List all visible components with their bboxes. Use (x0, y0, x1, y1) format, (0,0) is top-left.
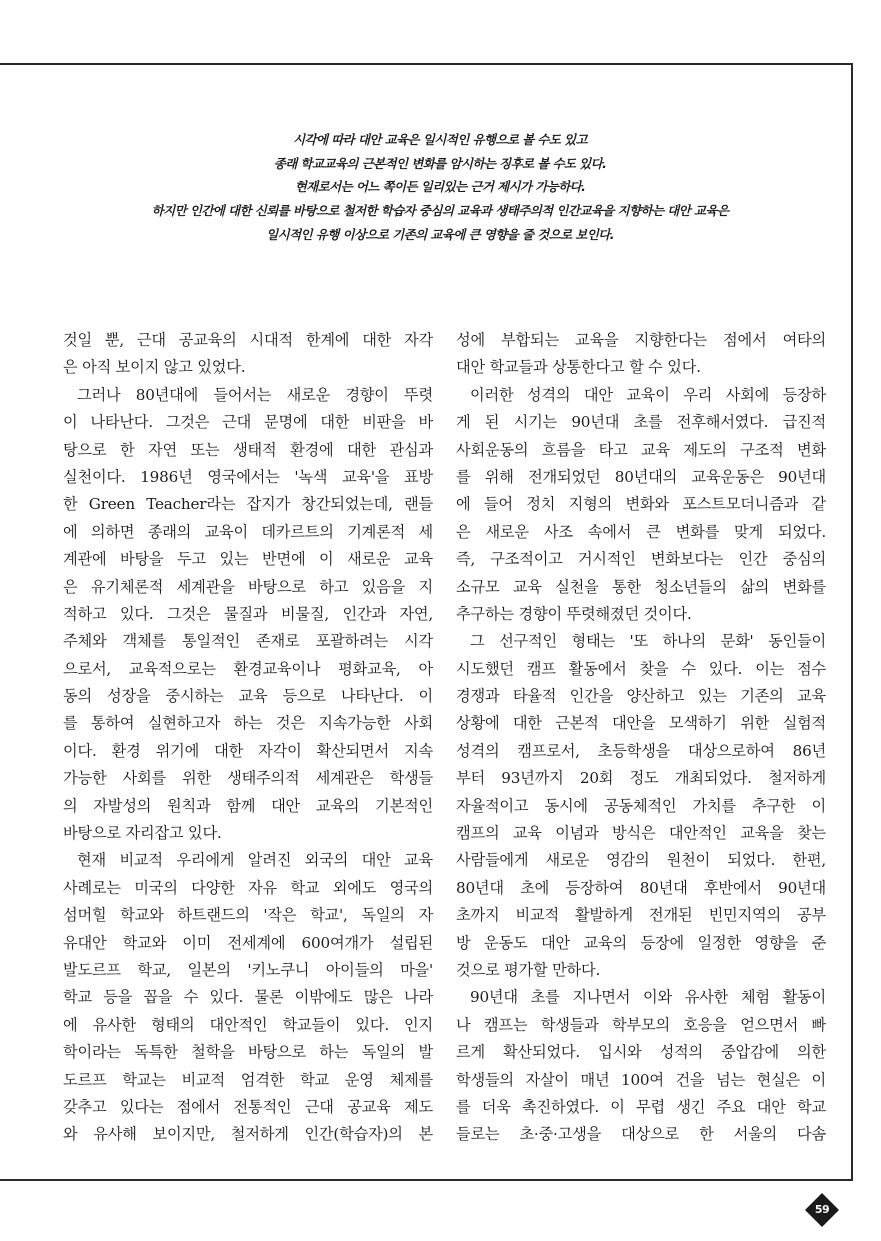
body-text-line: 즉, 구조적이고 거시적인 변화보다는 인간 중심의 (456, 550, 826, 569)
body-text-line: 부터 93년까지 20회 정도 개최되었다. 철저하게 (456, 769, 826, 788)
body-text-line: 사례로는 미국의 다양한 자유 학교 외에도 영국의 (63, 878, 433, 897)
body-text-line: 성격의 캠프로서, 초등학생을 대상으로하여 86년 (456, 741, 826, 760)
bottom-rule (0, 1179, 853, 1181)
body-text-line: 90년대 초를 지나면서 이와 유사한 체험 활동이 (470, 988, 826, 1007)
body-text-line: 자율적이고 동시에 공동체적인 가치를 추구한 이 (456, 796, 826, 815)
body-text-line: 으로서, 교육적으로는 환경교육이나 평화교육, 아 (63, 659, 433, 678)
body-text-line: 탕으로 한 자연 또는 생태적 환경에 대한 관심과 (63, 440, 433, 459)
body-text-line: 적하고 있다. 그것은 물질과 비물질, 인간과 자연, (63, 604, 433, 623)
body-text-line: 성에 부합되는 교육을 지향한다는 점에서 여타의 (456, 331, 826, 349)
body-text-line: 것으로 평가할 만하다. (456, 960, 601, 979)
body-text-line: 사회운동의 흐름을 타고 교육 제도의 구조적 변화 (456, 440, 826, 459)
body-text-line: 사람들에게 새로운 영감의 원천이 되었다. 한편, (456, 851, 826, 870)
body-text-line: 소규모 교육 실천을 통한 청소년들의 삶의 변화를 (456, 577, 826, 596)
body-text-line: 유대안 학교와 이미 전세계에 600여개가 설립된 (63, 933, 433, 952)
body-text-line: 것일 뿐, 근대 공교육의 시대적 한계에 대한 자각 (63, 331, 433, 349)
top-rule (0, 63, 852, 65)
body-text-line: 학이라는 독특한 철학을 바탕으로 하는 독일의 발 (63, 1043, 433, 1062)
body-text-line: 시도했던 캠프 활동에서 찾을 수 있다. 이는 점수 (456, 659, 826, 678)
body-text-line: 방 운동도 대안 교육의 등장에 일정한 영향을 준 (456, 933, 826, 952)
body-text-line: 나 캠프는 학생들과 학부모의 호응을 얻으면서 빠 (456, 1015, 826, 1034)
body-text-line: 그러나 80년대에 들어서는 새로운 경향이 뚜렷 (77, 385, 433, 404)
pull-quote-line: 하지만 인간에 대한 신뢰를 바탕으로 철저한 학습자 중심의 교육과 생태주의적 인간교육을 지향하는 대안 교육은 (151, 203, 729, 219)
body-text-line: 현재 비교적 우리에게 알려진 외국의 대안 교육 (77, 851, 433, 870)
body-text-line: 은 새로운 사조 속에서 큰 변화를 맞게 되었다. (456, 522, 826, 541)
pull-quote (60, 128, 820, 247)
body-text-line: 이러한 성격의 대안 교육이 우리 사회에 등장하 (470, 385, 826, 404)
body-text-line: 주체와 객체를 통일적인 존재로 포괄하려는 시각 (63, 632, 433, 651)
left-text-column (63, 327, 433, 1149)
page-number: 59 (814, 1203, 830, 1216)
body-text-line: 그 선구적인 형태는 '또 하나의 문화' 동인들이 (470, 632, 826, 651)
body-text-line: 한 Green Teacher라는 잡지가 창간되었는데, 랜들 (63, 495, 433, 514)
pull-quote-line: 시각에 따라 대안 교육은 일시적인 유행으로 볼 수도 있고 (293, 132, 587, 147)
body-text-line: 에 유사한 형태의 대안적인 학교들이 있다. 인지 (63, 1015, 433, 1034)
pull-quote-line: 일시적인 유행 이상으로 기존의 교육에 큰 영향을 줄 것으로 보인다. (266, 226, 614, 242)
body-text-line: 상황에 대한 근본적 대안을 모색하기 위한 실험적 (456, 714, 826, 733)
body-text-line: 를 위해 전개되었던 80년대의 교육운동은 90년대 (456, 467, 826, 486)
body-text-line: 게 된 시기는 90년대 초를 전후해서였다. 급진적 (456, 413, 826, 432)
body-text-line: 발도르프 학교, 일본의 '키노쿠니 아이들의 마을' (63, 960, 433, 979)
body-text-line: 의 자발성의 원칙과 함께 대안 교육의 기본적인 (63, 796, 433, 815)
body-text-line: 경쟁과 타율적 인간을 양산하고 있는 기존의 교육 (456, 687, 826, 706)
body-text-line: 학생들의 자살이 매년 100여 건을 넘는 현실은 이 (456, 1070, 826, 1089)
body-text-line: 섬머힐 학교와 하트랜드의 '작은 학교', 독일의 자 (63, 906, 433, 925)
body-text-line: 은 유기체론적 세계관을 바탕으로 하고 있음을 지 (63, 577, 433, 596)
pull-quote-line: 현재로서는 어느 쪽이든 일리있는 근거 제시가 가능하다. (294, 179, 586, 195)
body-text-line: 이다. 환경 위기에 대한 자각이 확산되면서 지속 (63, 741, 433, 760)
body-text-line: 대안 학교들과 상통한다고 할 수 있다. (456, 358, 701, 377)
body-text-line: 들로는 초·중·고생을 대상으로 한 서울의 다솜 (456, 1125, 826, 1144)
body-text-line: 학교 등을 꼽을 수 있다. 물론 이밖에도 많은 나라 (63, 988, 433, 1007)
body-text-line: 동의 성장을 중시하는 교육 등으로 나타난다. 이 (63, 687, 433, 706)
body-text-line: 를 더욱 촉진하였다. 이 무렵 생긴 주요 대안 학교 (456, 1097, 826, 1116)
body-text-line: 에 들어 정치 지형의 변화와 포스트모더니즘과 같 (456, 495, 826, 514)
body-text-line: 80년대 초에 등장하여 80년대 후반에서 90년대 (456, 878, 826, 897)
right-rule (851, 63, 853, 1180)
body-text-line: 를 통하여 실현하고자 하는 것은 지속가능한 사회 (63, 714, 433, 733)
body-text-line: 계관에 바탕을 두고 있는 반면에 이 새로운 교육 (63, 550, 433, 569)
body-text-line: 캠프의 교육 이념과 방식은 대안적인 교육을 찾는 (456, 824, 826, 843)
body-text-line: 에 의하면 종래의 교육이 데카르트의 기계론적 세 (63, 522, 433, 541)
body-text-line: 갖추고 있다는 점에서 전통적인 근대 공교육 제도 (63, 1097, 433, 1116)
body-text-line: 이 나타난다. 그것은 근대 문명에 대한 비판을 바 (63, 413, 433, 432)
body-text-line: 르게 확산되었다. 입시와 성적의 중압감에 의한 (456, 1043, 826, 1062)
page-number-badge (805, 1193, 839, 1227)
pull-quote-line: 종래 학교교육의 근본적인 변화를 암시하는 징후로 볼 수도 있다. (273, 155, 607, 171)
body-text-line: 추구하는 경향이 뚜렷해졌던 것이다. (456, 604, 692, 623)
body-text-line: 가능한 사회를 위한 생태주의적 세계관은 학생들 (63, 769, 433, 788)
body-text-line: 와 유사해 보이지만, 철저하게 인간(학습자)의 본 (63, 1125, 433, 1144)
body-text-line: 초까지 비교적 활발하게 전개된 빈민지역의 공부 (456, 906, 826, 925)
body-text-line: 실천이다. 1986년 영국에서는 '녹색 교육'을 표방 (63, 467, 433, 486)
body-text-line: 은 아직 보이지 않고 있었다. (63, 358, 246, 377)
right-text-column (456, 327, 826, 1149)
body-text-line: 도르프 학교는 비교적 엄격한 학교 운영 체제를 (63, 1070, 433, 1089)
body-text-line: 바탕으로 자리잡고 있다. (63, 824, 222, 843)
